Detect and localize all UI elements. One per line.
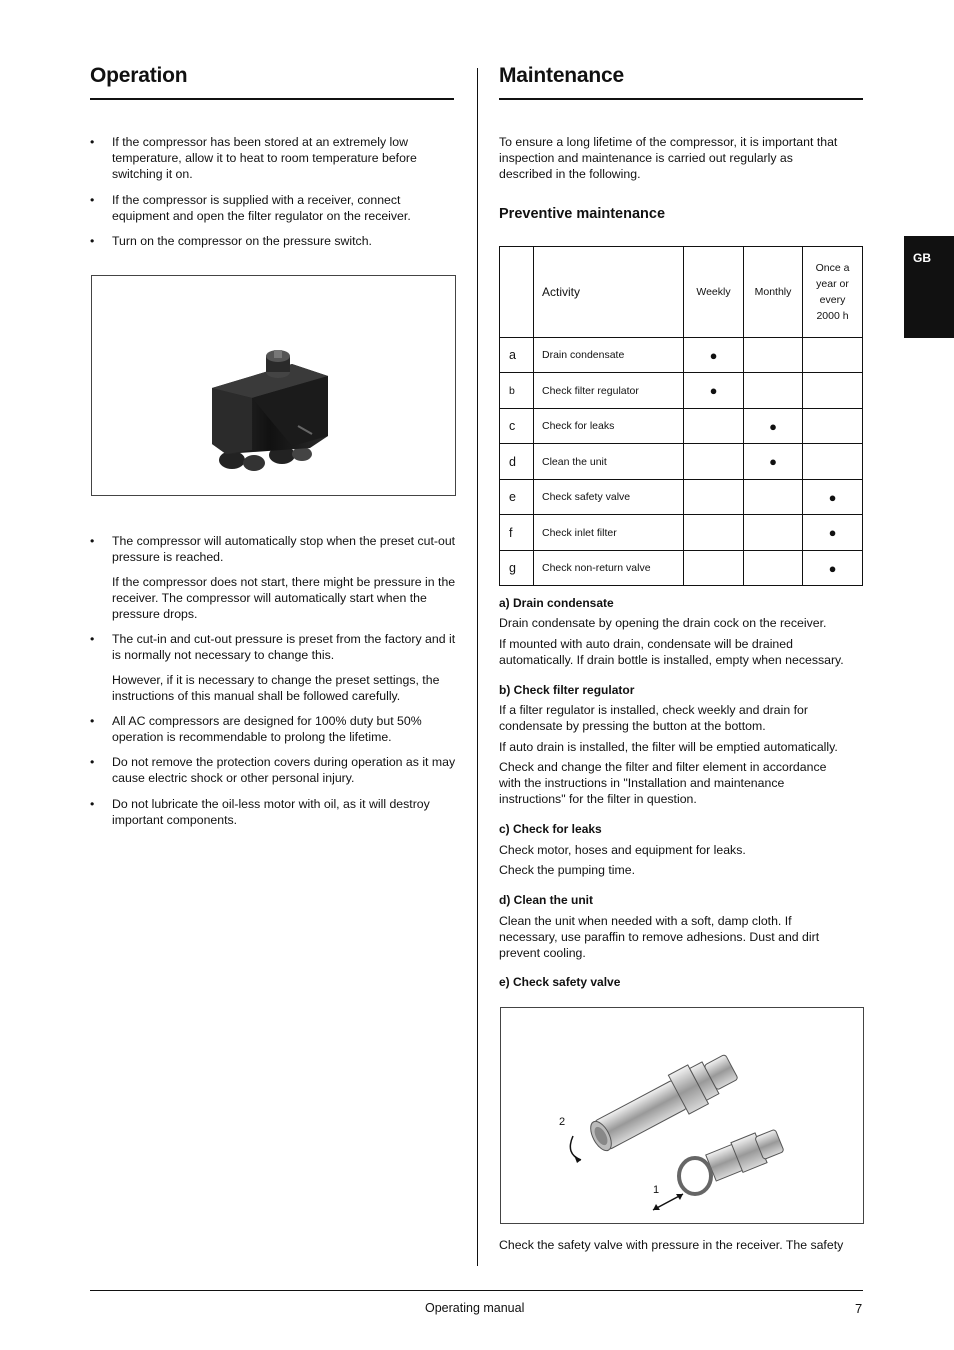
- section-c-p1: Check motor, hoses and equipment for leaks.: [499, 843, 746, 857]
- table-header-row: [500, 247, 863, 338]
- bullet-text: Do not remove the protection covers during operation as it may cause electric shock or other personal injury.: [112, 755, 456, 785]
- maintenance-title-rule: [499, 98, 863, 100]
- section-b-p2: If auto drain is installed, the filter will be emptied automatically.: [499, 740, 838, 754]
- table-row: [500, 515, 863, 551]
- table-header-yearly: [803, 247, 863, 338]
- row-monthly: [744, 551, 803, 586]
- table-header-monthly: Monthly: [744, 247, 803, 338]
- pressure-switch-illustration: [92, 276, 455, 495]
- language-tab-gb: [904, 236, 954, 338]
- bullet-text: All AC compressors are designed for 100% duty but 50% operation is recommendable to prolong the lifetime.: [112, 714, 422, 744]
- yearly-header-text: Once a year or every 2000 h: [815, 262, 850, 322]
- operation-bullet-3: • Turn on the compressor on the pressure switch.: [90, 233, 460, 249]
- row-weekly: [684, 515, 744, 551]
- row-monthly: [744, 515, 803, 551]
- row-key: g: [500, 551, 534, 586]
- bullet-text: Turn on the compressor on the pressure switch.: [112, 234, 372, 248]
- section-a-p1: Drain condensate by opening the drain cock on the receiver.: [499, 616, 827, 630]
- preventive-maintenance-heading: Preventive maintenance: [499, 206, 666, 222]
- section-b-heading: b) Check filter regulator: [499, 683, 635, 697]
- table-row: [500, 480, 863, 515]
- language-tab-label: GB: [913, 251, 931, 265]
- operation-title: Operation: [90, 64, 188, 87]
- row-activity: Check non-return valve: [534, 551, 684, 586]
- row-key: d: [500, 444, 534, 480]
- bullet-text: The cut-in and cut-out pressure is preset from the factory and it is normally not necessary to change this.: [112, 632, 456, 662]
- bullet-extra-text: If the compressor does not start, there might be pressure in the receiver. The compressor will automatically start when the pressure drops.: [112, 575, 456, 621]
- pressure-switch-figure: [91, 275, 456, 496]
- row-yearly: [803, 409, 863, 444]
- bullet-extra-text: However, if it is necessary to change the preset settings, the instructions of this manual shall be followed carefully.: [112, 673, 440, 703]
- row-yearly: ●: [803, 515, 863, 551]
- table-header-weekly: Weekly: [684, 247, 744, 338]
- bullet-text: If the compressor has been stored at an extremely low temperature, allow it to heat to room temperature before switching it on.: [112, 135, 417, 181]
- bullet-text: Do not lubricate the oil-less motor with oil, as it will destroy important components.: [112, 797, 430, 827]
- bullet-text: If the compressor is supplied with a receiver, connect equipment and open the filter regulator on the receiver.: [112, 193, 411, 223]
- section-d-p1: Clean the unit when needed with a soft, damp cloth. If necessary, use paraffin to remove adhesions. Dust and dirt prevent cooling.: [499, 914, 820, 960]
- bullet-text: The compressor will automatically stop when the preset cut-out pressure is reached.: [112, 534, 456, 564]
- row-monthly: ●: [744, 409, 803, 444]
- section-c-heading: c) Check for leaks: [499, 822, 602, 836]
- row-weekly: [684, 409, 744, 444]
- table-row: [500, 444, 863, 480]
- figure-label-2: 2: [559, 1116, 566, 1128]
- section-c-p2: Check the pumping time.: [499, 863, 636, 877]
- safety-valve-illustration: [501, 1008, 863, 1223]
- operation-bullet-7: • Do not remove the protection covers during operation as it may cause electric shock or other personal injury.: [90, 754, 460, 786]
- row-monthly: [744, 338, 803, 373]
- safety-valve-figure: [500, 1007, 864, 1224]
- row-weekly: [684, 551, 744, 586]
- row-key: a: [500, 338, 534, 373]
- row-monthly: ●: [744, 444, 803, 480]
- operation-title-rule: [90, 98, 454, 100]
- section-a-heading: a) Drain condensate: [499, 596, 614, 610]
- row-yearly: [803, 373, 863, 409]
- row-yearly: [803, 338, 863, 373]
- maintenance-title: Maintenance: [499, 64, 624, 87]
- row-yearly: ●: [803, 551, 863, 586]
- operation-bullet-4: • The compressor will automatically stop when the preset cut-out pressure is reached. If the compressor does not start, there might be pressure in the receiver. The compressor will automatically start when the pressure drops.: [90, 533, 460, 622]
- section-d-heading: d) Clean the unit: [499, 893, 593, 907]
- footer-title: Operating manual: [425, 1301, 525, 1315]
- table-row: [500, 373, 863, 409]
- row-weekly: ●: [684, 338, 744, 373]
- row-key: c: [500, 409, 534, 444]
- table-row: [500, 338, 863, 373]
- row-monthly: [744, 373, 803, 409]
- maintenance-table: [499, 246, 863, 586]
- operation-bullet-1: • If the compressor has been stored at an extremely low temperature, allow it to heat to room temperature before switching it on.: [90, 134, 460, 182]
- section-a-p2: If mounted with auto drain, condensate will be drained automatically. If drain bottle is installed, empty when necessary.: [499, 637, 844, 667]
- section-b-p3: Check and change the filter and filter element in accordance with the instructions in "Installation and maintenance instructions" for the filter in question.: [499, 760, 827, 806]
- figure-label-1: 1: [653, 1184, 660, 1196]
- row-key: e: [500, 480, 534, 515]
- section-b-p1: If a filter regulator is installed, check weekly and drain for condensate by pressing the button at the bottom.: [499, 703, 808, 733]
- table-row: [500, 409, 863, 444]
- operation-bullet-5: • The cut-in and cut-out pressure is preset from the factory and it is normally not necessary to change this. However, if it is necessary to change the preset settings, the instructions of this manual shall be followed carefully.: [90, 631, 460, 704]
- maintenance-intro: To ensure a long lifetime of the compressor, it is important that inspection and maintenance is carried out regularly as described in the following.: [499, 135, 838, 181]
- row-key: b: [500, 373, 534, 409]
- section-e-p1: Check the safety valve with pressure in the receiver. The safety: [499, 1238, 844, 1252]
- row-key: f: [500, 515, 534, 551]
- row-activity: Check inlet filter: [534, 515, 684, 551]
- row-activity: Check filter regulator: [534, 373, 684, 409]
- row-monthly: [744, 480, 803, 515]
- row-weekly: [684, 480, 744, 515]
- table-row: [500, 551, 863, 586]
- row-weekly: [684, 444, 744, 480]
- table-header-activity: Activity: [534, 247, 684, 338]
- row-weekly: ●: [684, 373, 744, 409]
- table-header-key: [500, 247, 534, 338]
- row-activity: Check safety valve: [534, 480, 684, 515]
- section-e-heading: e) Check safety valve: [499, 975, 621, 989]
- operation-bullet-8: • Do not lubricate the oil-less motor with oil, as it will destroy important components.: [90, 796, 460, 828]
- row-activity: Drain condensate: [534, 338, 684, 373]
- page-number: 7: [855, 1301, 863, 1316]
- row-activity: Check for leaks: [534, 409, 684, 444]
- row-yearly: ●: [803, 480, 863, 515]
- footer-rule: [90, 1290, 863, 1291]
- operation-bullet-2: • If the compressor is supplied with a receiver, connect equipment and open the filter regulator on the receiver.: [90, 192, 460, 224]
- operation-bullet-6: • All AC compressors are designed for 100% duty but 50% operation is recommendable to prolong the lifetime.: [90, 713, 460, 745]
- row-activity: Clean the unit: [534, 444, 684, 480]
- column-divider: [477, 68, 478, 1266]
- row-yearly: [803, 444, 863, 480]
